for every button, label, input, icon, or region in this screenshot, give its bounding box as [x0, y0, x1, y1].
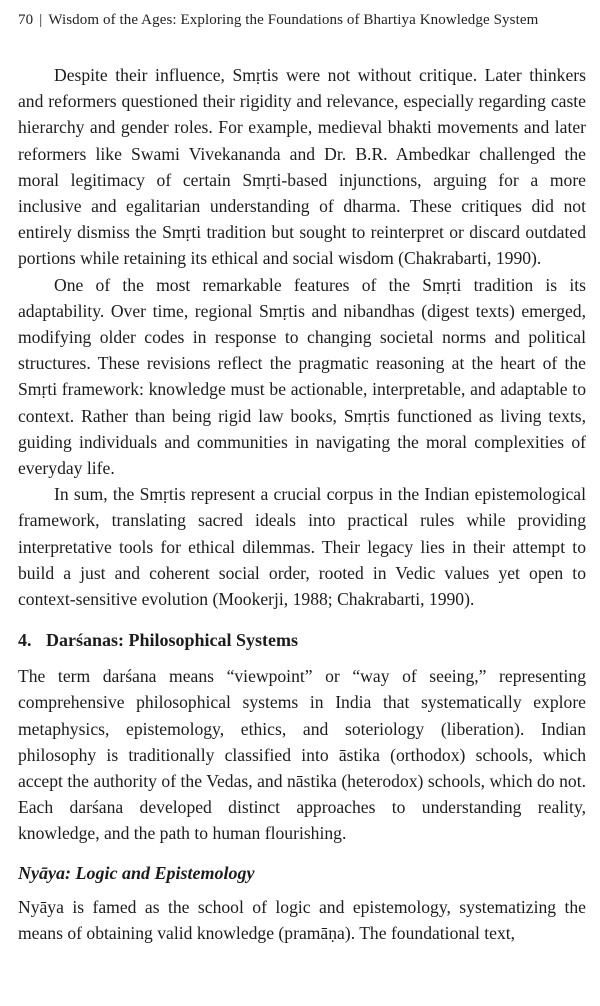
subsection-heading: Nyāya: Logic and Epistemology	[18, 862, 255, 883]
header-separator: |	[39, 12, 43, 28]
paragraph-nyaya-intro: Nyāya is famed as the school of logic and epistemology, systematizing the means of obtaining valid knowledge (pramāṇa). The foundational text,	[18, 896, 586, 943]
paragraph-smrti-adaptability: One of the most remarkable features of the Smṛti tradition is its adaptability. Over time, regional Smṛtis and nibandhas (digest texts) emerged, modifying older codes in response to changing societal norms and political structures. These revisions reflect the pragmatic reasoning at the heart of the Smṛti framework: knowledge must be actionable, interpretable, and adaptable to context. Rather than being rigid law books, Smṛtis functioned as living texts, guiding individuals and communities in navigating the moral complexities of everyday life.	[18, 274, 586, 479]
paragraph-smrti-critique: Despite their influence, Smṛtis were not without critique. Later thinkers and reformers questioned their rigidity and relevance, especially regarding caste hierarchy and gender roles. For example, medieval bhakti movements and later reformers like Swami Vivekananda and Dr. B.R. Ambedkar challenged the moral legitimacy of certain Smṛti-based injunctions, arguing for a more inclusive and egalitarian understanding of dharma. These critiques did not entirely dismiss the Smṛti tradition but sought to reinterpret or discard outdated portions while retaining its ethical and social wisdom (Chakrabarti, 1990).	[18, 65, 586, 269]
page-number: 70	[18, 12, 34, 28]
section-number: 4.	[18, 630, 32, 651]
page-body	[18, 62, 586, 946]
section-heading	[18, 627, 586, 653]
running-header	[18, 12, 538, 29]
section-title: Darśanas: Philosophical Systems	[46, 630, 299, 651]
paragraph-darsana-intro: The term darśana means “viewpoint” or “way of seeing,” representing comprehensive philosophical systems in India that systematically explore metaphysics, epistemology, ethics, and soteriology (liberation). Indian philosophy is traditionally classified into āstika (orthodox) schools, which accept the authority of the Vedas, and nāstika (heterodox) schools, which do not. Each darśana developed distinct approaches to understanding reality, knowledge, and the path to human flourishing.	[18, 666, 586, 844]
running-title: Wisdom of the Ages: Exploring the Foundations of Bhartiya Knowledge System	[48, 12, 539, 28]
paragraph-smrti-summary: In sum, the Smṛtis represent a crucial corpus in the Indian epistemological framework, translating sacred ideals into practical rules while providing interpretative tools for ethical dilemmas. Their legacy lies in their attempt to build a just and coherent social order, rooted in Vedic values yet open to context-sensitive evolution (Mookerji, 1988; Chakrabarti, 1990).	[18, 484, 586, 610]
